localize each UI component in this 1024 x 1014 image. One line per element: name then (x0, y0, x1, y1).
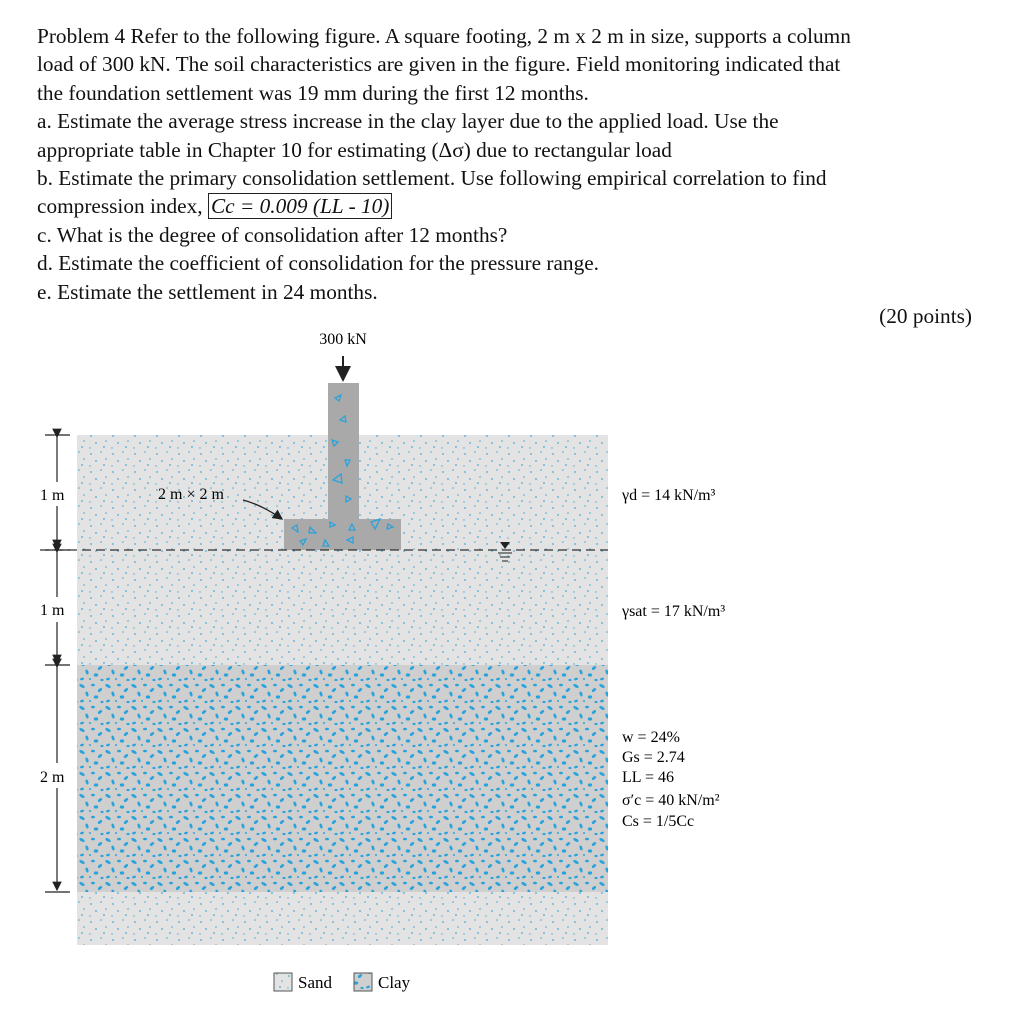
problem-line: Problem 4 Refer to the following figure. A square footing, 2 m x 2 m in size, supports a column (37, 24, 851, 48)
problem-line: the foundation settlement was 19 mm during the first 12 months. (37, 80, 589, 105)
dimension-label: 1 m (40, 487, 65, 504)
part-b-text: compression index, (37, 194, 208, 219)
compression-index-formula: Cc = 0.009 (LL - 10) (208, 193, 392, 219)
dry-unit-weight: γd = 14 kN/m³ (622, 487, 716, 504)
dimension-label: 1 m (40, 602, 65, 619)
clay-layer (77, 665, 608, 892)
part-c: c. What is the degree of consolidation after 12 months? (37, 222, 508, 247)
problem-line: load of 300 kN. The soil characteristics are given in the figure. Field monitoring indicated that (37, 52, 841, 77)
clay-property: σ′c = 40 kN/m² (622, 792, 720, 809)
saturated-unit-weight: γsat = 17 kN/m³ (622, 603, 726, 620)
clay-property: LL = 46 (622, 769, 674, 786)
clay-property: Gs = 2.74 (622, 749, 685, 766)
part-e: e. Estimate the settlement in 24 months. (37, 279, 378, 304)
points-label: (20 points) (879, 304, 972, 328)
footing-size-label: 2 m × 2 m (158, 486, 224, 503)
legend-clay-label: Clay (378, 973, 411, 992)
part-a: a. Estimate the average stress increase in the clay layer due to the applied load. Use the (37, 109, 779, 134)
clay-swatch (354, 973, 372, 991)
clay-property: Cs = 1/5Cc (622, 813, 695, 830)
dimension-label: 2 m (40, 769, 65, 786)
part-a-cont: appropriate table in Chapter 10 for estimating (Δσ) due to rectangular load (37, 137, 672, 162)
clay-property: w = 24% (622, 729, 680, 746)
load-label: 300 kN (319, 331, 367, 348)
part-d: d. Estimate the coefficient of consolidation for the pressure range. (37, 251, 600, 276)
sand-swatch (274, 973, 292, 991)
legend (274, 973, 411, 992)
part-b: b. Estimate the primary consolidation settlement. Use following empirical correlation to find (37, 166, 827, 191)
clay-properties (622, 729, 720, 830)
legend-sand-label: Sand (298, 973, 332, 992)
